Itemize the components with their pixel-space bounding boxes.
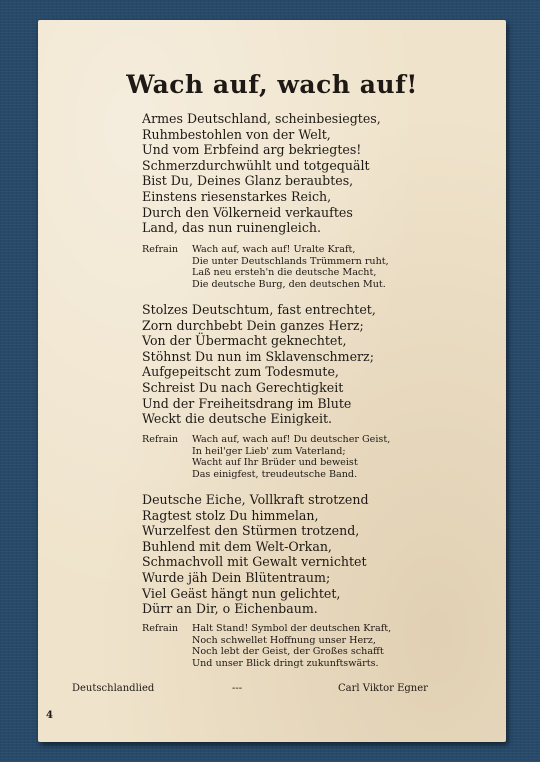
stanza-line: Weckt die deutsche Einigkeit. <box>142 411 333 427</box>
refrain-line: Das einigfest, treudeutsche Band. <box>192 468 358 480</box>
stanza-line: Zorn durchbebt Dein ganzes Herz; <box>142 317 364 333</box>
refrain-3 <box>142 623 482 669</box>
footer-song-name: Deutschlandlied <box>72 683 155 694</box>
stanza-line: Bist Du, Deines Glanz beraubtes, <box>142 173 354 189</box>
stanza-line: Buhlend mit dem Welt-Orkan, <box>142 538 332 554</box>
poem-title: Wach auf, wach auf! <box>126 70 418 99</box>
stanza-line: Dürr an Dir, o Eichenbaum. <box>142 601 318 617</box>
refrain-line: Wach auf, wach auf! Du deutscher Geist, <box>192 434 391 445</box>
refrain-2 <box>142 434 482 480</box>
stanza-line: Stolzes Deutschtum, fast entrechtet, <box>142 302 376 317</box>
refrain-line: Die unter Deutschlands Trümmern ruht, <box>192 255 389 267</box>
stanza-line: Durch den Völkerneid verkauftes <box>142 204 353 220</box>
stanza-line: Aufgepeitscht zum Todesmute, <box>142 364 339 380</box>
stanza-1 <box>142 111 472 236</box>
refrain-line: Halt Stand! Symbol der deutschen Kraft, <box>192 623 392 634</box>
refrain-label: Refrain <box>142 623 179 634</box>
stanza-line: Wurde jäh Dein Blütentraum; <box>142 569 331 585</box>
stanza-line: Schmachvoll mit Gewalt vernichtet <box>142 554 367 570</box>
footer-author: Carl Viktor Egner <box>338 683 428 694</box>
refrain-line: Wach auf, wach auf! Uralte Kraft, <box>192 244 356 255</box>
stanza-3 <box>142 492 472 617</box>
stanza-line: Wurzelfest den Stürmen trotzend, <box>142 523 360 539</box>
refrain-label: Refrain <box>142 244 179 255</box>
stanza-line: Ragtest stolz Du himmelan, <box>142 507 319 523</box>
stanza-line: Und vom Erbfeind arg bekriegtes! <box>142 142 362 158</box>
refrain-line: Wacht auf Ihr Brüder und beweist <box>192 457 358 469</box>
stanza-line: Deutsche Eiche, Vollkraft strotzend <box>142 492 369 507</box>
refrain-line: Die deutsche Burg, den deutschen Mut. <box>192 278 386 290</box>
postcard <box>38 20 506 742</box>
stanza-line: Armes Deutschland, scheinbesiegtes, <box>142 111 381 126</box>
refrain-line: Noch lebt der Geist, der Großes schafft <box>192 646 384 658</box>
refrain-line: Laß neu ersteh'n die deutsche Macht, <box>192 267 377 279</box>
refrain-line: Und unser Blick dringt zukunftswärts. <box>192 657 379 669</box>
stanza-line: Ruhmbestohlen von der Welt, <box>142 126 331 142</box>
refrain-line: Noch schwellet Hoffnung unser Herz, <box>192 634 376 646</box>
stanza-line: Stöhnst Du nun im Sklavenschmerz; <box>142 348 374 364</box>
refrain-line: In heil'ger Lieb' zum Vaterland; <box>192 445 346 457</box>
stanza-line: Einstens riesenstarkes Reich, <box>142 188 332 204</box>
stanza-line: Land, das nun ruinengleich. <box>142 220 321 236</box>
stanza-2 <box>142 302 472 427</box>
stanza-line: Viel Geäst hängt nun gelichtet, <box>142 585 341 601</box>
stanza-line: Von der Übermacht geknechtet, <box>142 333 347 349</box>
refrain-1 <box>142 244 482 290</box>
stanza-line: Schreist Du nach Gerechtigkeit <box>142 379 344 395</box>
refrain-label: Refrain <box>142 434 179 445</box>
stanza-line: Und der Freiheitsdrang im Blute <box>142 395 352 411</box>
page-number: 4 <box>46 710 53 721</box>
stanza-line: Schmerzdurchwühlt und totgequält <box>142 157 370 173</box>
footer-separator: --- <box>232 683 243 694</box>
